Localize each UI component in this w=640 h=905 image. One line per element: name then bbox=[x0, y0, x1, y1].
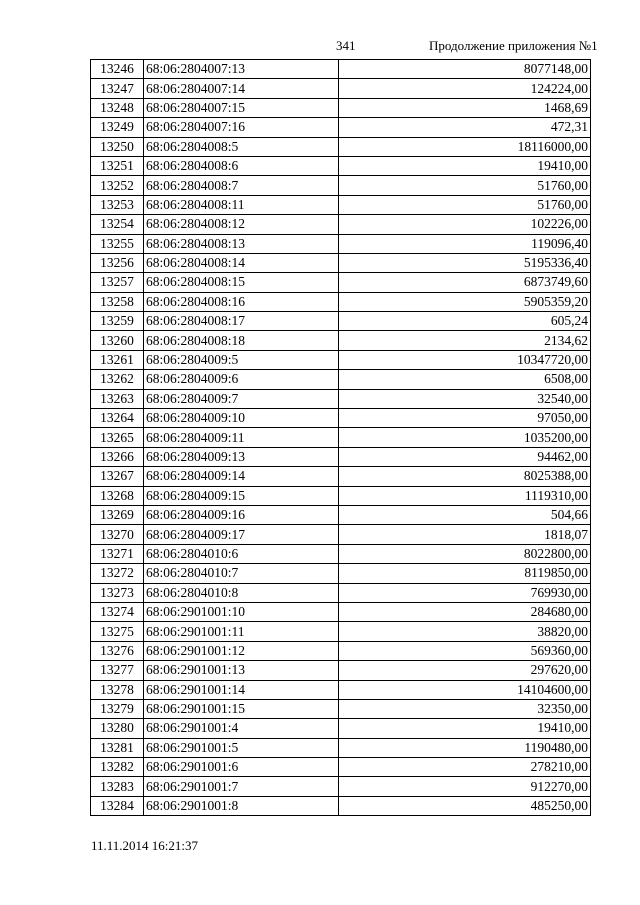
row-number-cell: 13264 bbox=[91, 409, 144, 428]
cadastral-value-cell: 472,31 bbox=[339, 118, 591, 137]
cadastral-value-cell: 297620,00 bbox=[339, 661, 591, 680]
cadastral-value-cell: 1190480,00 bbox=[339, 738, 591, 757]
cadastral-number-cell: 68:06:2804009:14 bbox=[144, 467, 339, 486]
table-row bbox=[91, 137, 591, 156]
page-number: 341 bbox=[336, 38, 356, 53]
row-number-cell: 13255 bbox=[91, 234, 144, 253]
cadastral-number-cell: 68:06:2804008:13 bbox=[144, 234, 339, 253]
cadastral-value-cell: 32540,00 bbox=[339, 389, 591, 408]
row-number-cell: 13279 bbox=[91, 699, 144, 718]
table-row bbox=[91, 370, 591, 389]
table-row bbox=[91, 292, 591, 311]
table-row bbox=[91, 273, 591, 292]
table-row bbox=[91, 622, 591, 641]
row-number-cell: 13269 bbox=[91, 505, 144, 524]
table-row bbox=[91, 253, 591, 272]
cadastral-value-cell: 5195336,40 bbox=[339, 253, 591, 272]
cadastral-number-cell: 68:06:2804009:10 bbox=[144, 409, 339, 428]
cadastral-value-cell: 119096,40 bbox=[339, 234, 591, 253]
row-number-cell: 13256 bbox=[91, 253, 144, 272]
cadastral-value-table bbox=[90, 59, 591, 816]
cadastral-value-cell: 605,24 bbox=[339, 312, 591, 331]
row-number-cell: 13263 bbox=[91, 389, 144, 408]
cadastral-value-cell: 10347720,00 bbox=[339, 350, 591, 369]
cadastral-number-cell: 68:06:2804009:17 bbox=[144, 525, 339, 544]
row-number-cell: 13248 bbox=[91, 98, 144, 117]
cadastral-number-cell: 68:06:2901001:5 bbox=[144, 738, 339, 757]
table-row bbox=[91, 156, 591, 175]
row-number-cell: 13282 bbox=[91, 758, 144, 777]
cadastral-value-cell: 32350,00 bbox=[339, 699, 591, 718]
table-row bbox=[91, 486, 591, 505]
cadastral-value-cell: 8025388,00 bbox=[339, 467, 591, 486]
cadastral-number-cell: 68:06:2901001:13 bbox=[144, 661, 339, 680]
table-body bbox=[91, 60, 591, 816]
cadastral-number-cell: 68:06:2804008:11 bbox=[144, 195, 339, 214]
cadastral-number-cell: 68:06:2901001:15 bbox=[144, 699, 339, 718]
table-row bbox=[91, 467, 591, 486]
table-row bbox=[91, 331, 591, 350]
cadastral-value-cell: 278210,00 bbox=[339, 758, 591, 777]
table-row bbox=[91, 79, 591, 98]
row-number-cell: 13257 bbox=[91, 273, 144, 292]
cadastral-value-cell: 2134,62 bbox=[339, 331, 591, 350]
cadastral-value-cell: 504,66 bbox=[339, 505, 591, 524]
cadastral-value-cell: 18116000,00 bbox=[339, 137, 591, 156]
row-number-cell: 13266 bbox=[91, 447, 144, 466]
table-row bbox=[91, 758, 591, 777]
row-number-cell: 13261 bbox=[91, 350, 144, 369]
row-number-cell: 13247 bbox=[91, 79, 144, 98]
row-number-cell: 13259 bbox=[91, 312, 144, 331]
cadastral-number-cell: 68:06:2804008:16 bbox=[144, 292, 339, 311]
cadastral-value-cell: 8022800,00 bbox=[339, 544, 591, 563]
table-row bbox=[91, 428, 591, 447]
row-number-cell: 13251 bbox=[91, 156, 144, 175]
cadastral-value-cell: 6508,00 bbox=[339, 370, 591, 389]
cadastral-number-cell: 68:06:2804010:8 bbox=[144, 583, 339, 602]
table-row bbox=[91, 234, 591, 253]
cadastral-number-cell: 68:06:2804009:13 bbox=[144, 447, 339, 466]
table-row bbox=[91, 505, 591, 524]
cadastral-value-cell: 124224,00 bbox=[339, 79, 591, 98]
row-number-cell: 13254 bbox=[91, 215, 144, 234]
table-row bbox=[91, 60, 591, 79]
cadastral-value-cell: 38820,00 bbox=[339, 622, 591, 641]
cadastral-number-cell: 68:06:2804008:15 bbox=[144, 273, 339, 292]
row-number-cell: 13273 bbox=[91, 583, 144, 602]
row-number-cell: 13283 bbox=[91, 777, 144, 796]
table-row bbox=[91, 98, 591, 117]
row-number-cell: 13278 bbox=[91, 680, 144, 699]
row-number-cell: 13274 bbox=[91, 602, 144, 621]
row-number-cell: 13270 bbox=[91, 525, 144, 544]
cadastral-value-cell: 94462,00 bbox=[339, 447, 591, 466]
cadastral-number-cell: 68:06:2804007:16 bbox=[144, 118, 339, 137]
row-number-cell: 13272 bbox=[91, 564, 144, 583]
cadastral-value-cell: 5905359,20 bbox=[339, 292, 591, 311]
cadastral-value-cell: 1468,69 bbox=[339, 98, 591, 117]
cadastral-number-cell: 68:06:2804008:14 bbox=[144, 253, 339, 272]
cadastral-value-cell: 19410,00 bbox=[339, 156, 591, 175]
cadastral-value-cell: 51760,00 bbox=[339, 195, 591, 214]
cadastral-value-cell: 6873749,60 bbox=[339, 273, 591, 292]
table-row bbox=[91, 564, 591, 583]
table-row bbox=[91, 350, 591, 369]
cadastral-value-cell: 97050,00 bbox=[339, 409, 591, 428]
table-row bbox=[91, 796, 591, 815]
cadastral-number-cell: 68:06:2901001:6 bbox=[144, 758, 339, 777]
cadastral-number-cell: 68:06:2804007:14 bbox=[144, 79, 339, 98]
row-number-cell: 13276 bbox=[91, 641, 144, 660]
cadastral-value-cell: 769930,00 bbox=[339, 583, 591, 602]
cadastral-number-cell: 68:06:2901001:4 bbox=[144, 719, 339, 738]
cadastral-number-cell: 68:06:2804007:15 bbox=[144, 98, 339, 117]
table-row bbox=[91, 777, 591, 796]
cadastral-value-cell: 912270,00 bbox=[339, 777, 591, 796]
row-number-cell: 13268 bbox=[91, 486, 144, 505]
table-row bbox=[91, 583, 591, 602]
table-row bbox=[91, 447, 591, 466]
cadastral-number-cell: 68:06:2804008:17 bbox=[144, 312, 339, 331]
cadastral-number-cell: 68:06:2804008:7 bbox=[144, 176, 339, 195]
table-row bbox=[91, 389, 591, 408]
table-row bbox=[91, 215, 591, 234]
cadastral-number-cell: 68:06:2804010:7 bbox=[144, 564, 339, 583]
cadastral-number-cell: 68:06:2901001:7 bbox=[144, 777, 339, 796]
cadastral-number-cell: 68:06:2804009:15 bbox=[144, 486, 339, 505]
row-number-cell: 13275 bbox=[91, 622, 144, 641]
row-number-cell: 13258 bbox=[91, 292, 144, 311]
row-number-cell: 13260 bbox=[91, 331, 144, 350]
cadastral-value-cell: 1035200,00 bbox=[339, 428, 591, 447]
row-number-cell: 13253 bbox=[91, 195, 144, 214]
continuation-heading: Продолжение приложения №1 bbox=[429, 38, 598, 53]
cadastral-value-cell: 1119310,00 bbox=[339, 486, 591, 505]
cadastral-number-cell: 68:06:2804009:7 bbox=[144, 389, 339, 408]
cadastral-number-cell: 68:06:2804008:12 bbox=[144, 215, 339, 234]
cadastral-number-cell: 68:06:2804009:6 bbox=[144, 370, 339, 389]
cadastral-value-cell: 51760,00 bbox=[339, 176, 591, 195]
row-number-cell: 13246 bbox=[91, 60, 144, 79]
table-row bbox=[91, 409, 591, 428]
cadastral-number-cell: 68:06:2804009:5 bbox=[144, 350, 339, 369]
cadastral-number-cell: 68:06:2804008:18 bbox=[144, 331, 339, 350]
row-number-cell: 13249 bbox=[91, 118, 144, 137]
row-number-cell: 13265 bbox=[91, 428, 144, 447]
table-row bbox=[91, 602, 591, 621]
row-number-cell: 13284 bbox=[91, 796, 144, 815]
row-number-cell: 13271 bbox=[91, 544, 144, 563]
table-row bbox=[91, 661, 591, 680]
row-number-cell: 13277 bbox=[91, 661, 144, 680]
cadastral-number-cell: 68:06:2804008:6 bbox=[144, 156, 339, 175]
cadastral-number-cell: 68:06:2901001:11 bbox=[144, 622, 339, 641]
cadastral-number-cell: 68:06:2901001:8 bbox=[144, 796, 339, 815]
table-row bbox=[91, 680, 591, 699]
cadastral-number-cell: 68:06:2901001:10 bbox=[144, 602, 339, 621]
row-number-cell: 13281 bbox=[91, 738, 144, 757]
table-row bbox=[91, 641, 591, 660]
table-row bbox=[91, 195, 591, 214]
cadastral-number-cell: 68:06:2804009:16 bbox=[144, 505, 339, 524]
cadastral-value-cell: 8119850,00 bbox=[339, 564, 591, 583]
table-row bbox=[91, 738, 591, 757]
cadastral-value-cell: 19410,00 bbox=[339, 719, 591, 738]
table-row bbox=[91, 525, 591, 544]
table-row bbox=[91, 719, 591, 738]
cadastral-number-cell: 68:06:2804010:6 bbox=[144, 544, 339, 563]
cadastral-value-cell: 8077148,00 bbox=[339, 60, 591, 79]
cadastral-value-cell: 569360,00 bbox=[339, 641, 591, 660]
row-number-cell: 13262 bbox=[91, 370, 144, 389]
cadastral-number-cell: 68:06:2901001:14 bbox=[144, 680, 339, 699]
cadastral-value-cell: 14104600,00 bbox=[339, 680, 591, 699]
cadastral-value-cell: 102226,00 bbox=[339, 215, 591, 234]
cadastral-number-cell: 68:06:2804008:5 bbox=[144, 137, 339, 156]
table-row bbox=[91, 176, 591, 195]
row-number-cell: 13252 bbox=[91, 176, 144, 195]
row-number-cell: 13280 bbox=[91, 719, 144, 738]
cadastral-value-cell: 485250,00 bbox=[339, 796, 591, 815]
row-number-cell: 13267 bbox=[91, 467, 144, 486]
cadastral-value-cell: 1818,07 bbox=[339, 525, 591, 544]
cadastral-number-cell: 68:06:2901001:12 bbox=[144, 641, 339, 660]
table-row bbox=[91, 544, 591, 563]
row-number-cell: 13250 bbox=[91, 137, 144, 156]
cadastral-value-cell: 284680,00 bbox=[339, 602, 591, 621]
print-timestamp: 11.11.2014 16:21:37 bbox=[91, 838, 199, 853]
table-row bbox=[91, 118, 591, 137]
table-row bbox=[91, 699, 591, 718]
cadastral-number-cell: 68:06:2804007:13 bbox=[144, 60, 339, 79]
table-row bbox=[91, 312, 591, 331]
cadastral-number-cell: 68:06:2804009:11 bbox=[144, 428, 339, 447]
